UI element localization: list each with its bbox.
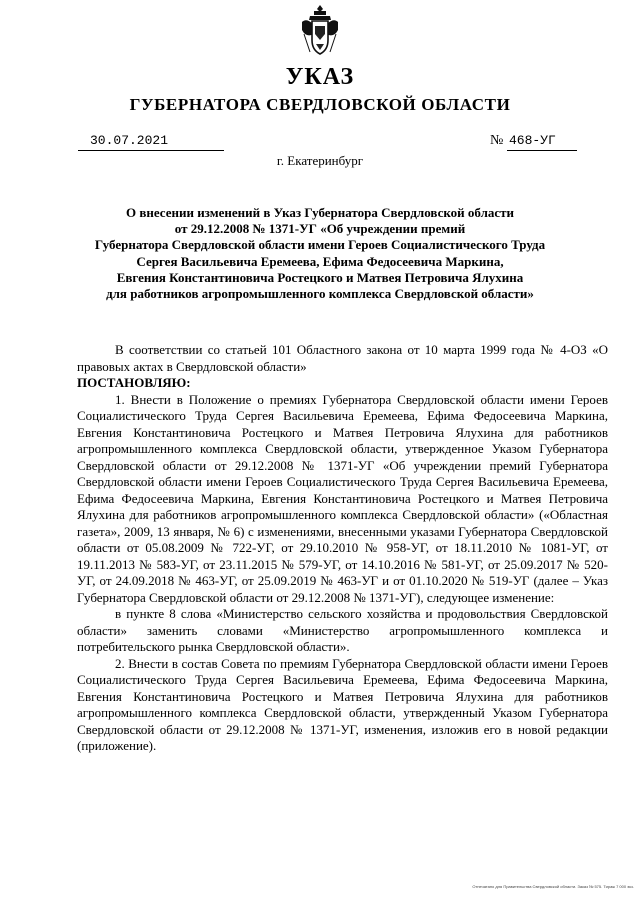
heading-line: Евгения Константиновича Ростецкого и Матвея Петровича Ялухина: [116, 269, 524, 285]
date-underline: [78, 150, 224, 151]
heading-line: Сергея Васильевича Еремеева, Ефима Федосеевича Маркина,: [136, 253, 504, 269]
decree-body: [77, 342, 608, 755]
heading-line: Губернатора Свердловской области имени Героев Социалистического Труда: [94, 237, 546, 253]
decree-word: ПОСТАНОВЛЯЮ:: [77, 375, 191, 390]
intro-paragraph: В соответствии со статьей 101 Областного закона от 10 марта 1999 года № 4-ОЗ «О правовых актах в Свердловской области»: [77, 342, 608, 374]
item-1-change-paragraph: в пункте 8 слова «Министерство сельского хозяйства и продовольствия Свердловской области» заменить словами «Министерство агропромышленного комплекса и потребительского рынка Свердловской области».: [77, 606, 608, 654]
item-1-paragraph: 1. Внести в Положение о премиях Губернатора Свердловской области имени Героев Социалистического Труда Сергея Васильевича Еремеева, Ефима Федосеевича Маркина, Евгения Константиновича Ростецкого и Матвея Петровича Ялухина для работников агропромышленного комплекса Свердловской области, утвержденное Указом Губернатора Свердловской области от 29.12.2008 № 1371-УГ «Об учреждении премий Губернатора Свердловской области имени Героев Социалистического Труда Сергея Васильевича Еремеева, Ефима Федосеевича Маркина, Евгения Константиновича Ростецкого и Матвея Петровича Ялухина для работников агропромышленного комплекса Свердловской области» («Областная газета», 2009, 13 января, № 6) с изменениями, внесенными указами Губернатора Свердловской области от 05.08.2009 № 722-УГ, от 29.10.2010 № 958-УГ, от 18.11.2010 № 1081-УГ, от 19.11.2013 № 583-УГ, от 23.11.2015 № 579-УГ, от 14.10.2016 № 581-УГ, от 25.09.2017 № 520-УГ, от 24.09.2018 № 463-УГ, от 25.09.2019 № 463-УГ и от 01.10.2020 № 519-УГ (далее – Указ Губернатора Свердловской области от 29.12.2008 № 1371-УГ), следующее изменение:: [77, 391, 608, 605]
decree-number: 468-УГ: [509, 133, 556, 148]
number-sign: №: [490, 133, 504, 148]
decree-date: 30.07.2021: [90, 133, 169, 148]
item-2-paragraph: 2. Внести в состав Совета по премиям Губернатора Свердловской области имени Героев Социалистического Труда Сергея Васильевича Еремеева, Ефима Федосеевича Маркина, Евгения Константиновича Ростецкого и Матвея Петровича Ялухина для работников агропромышленного комплекса Свердловской области, утвержденный Указом Губернатора Свердловской области от 29.12.2008 № 1371-УГ, изменения, изложив его в новой редакции (приложение).: [77, 655, 608, 753]
heading-line: О внесении изменений в Указ Губернатора Свердловской области: [125, 205, 515, 220]
number-underline: [507, 150, 577, 151]
coat-of-arms-icon: [300, 4, 340, 56]
decree-heading: [62, 205, 578, 302]
document-title: УКАЗ: [285, 64, 355, 90]
heading-line: от 29.12.2008 № 1371-УГ «Об учреждении премий: [174, 221, 466, 237]
heading-line: для работников агропромышленного комплекса Свердловской области»: [106, 286, 534, 302]
document-subtitle: ГУБЕРНАТОРА СВЕРДЛОВСКОЙ ОБЛАСТИ: [129, 95, 511, 114]
city: г. Екатеринбург: [276, 153, 364, 168]
print-footer: Отпечатано для Правительства Свердловской области. Заказ № 575. Тираж 7 000 экз.: [472, 884, 634, 889]
